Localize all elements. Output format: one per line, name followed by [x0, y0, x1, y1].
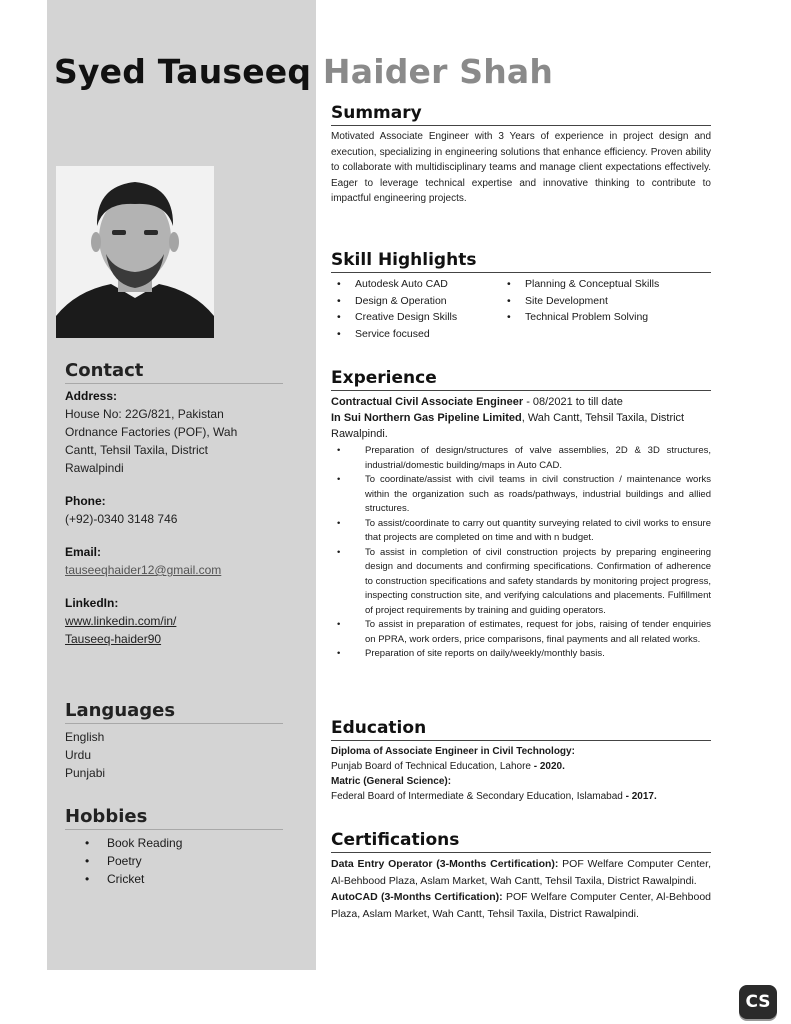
skill-item: • Creative Design Skills — [331, 309, 501, 326]
education-detail — [331, 759, 711, 774]
profile-photo — [56, 166, 214, 338]
language-item: Urdu — [65, 748, 92, 762]
experience-company: In Sui Northern Gas Pipeline Limited — [331, 412, 522, 424]
duty-text: • Preparation of design/structures of valve assemblies, 2D & 3D structures, industrial/domestic building/maps in Auto CAD. — [365, 445, 711, 471]
list-item — [331, 517, 711, 546]
skills-column — [501, 276, 659, 342]
linkedin-link[interactable]: www.linkedin.com/in/ — [65, 614, 177, 628]
certification-item — [331, 856, 711, 889]
skills-column — [331, 276, 501, 342]
duty-text: • Preparation of site reports on daily/weekly/monthly basis. — [365, 648, 605, 659]
skills-heading: Skill Highlights — [331, 250, 711, 273]
summary-heading: Summary — [331, 103, 711, 126]
hobby-item: Poetry — [107, 854, 142, 868]
address-line: Rawalpindi — [65, 461, 124, 475]
contact-heading: Contact — [65, 360, 283, 384]
institution: Punjab Board of Technical Education, Lahore — [331, 761, 531, 772]
email-label: Email: — [65, 545, 102, 559]
education-title — [331, 774, 711, 789]
skill-item: • Design & Operation — [331, 293, 501, 310]
duty-text: • To assist/coordinate to carry out quantity surveying related to civil works to ensure that projects are completed on time and with n budget. — [365, 517, 711, 543]
person-name — [54, 52, 553, 91]
list-item — [331, 647, 711, 662]
experience-section — [331, 368, 711, 662]
certifications-heading: Certifications — [331, 830, 711, 853]
certifications-section — [331, 830, 711, 922]
profile-photo-portrait — [56, 166, 214, 338]
experience-duties — [331, 444, 711, 662]
list-item — [331, 444, 711, 473]
summary-section — [331, 103, 711, 207]
list-item — [65, 834, 283, 852]
summary-text: Motivated Associate Engineer with 3 Years of experience in project design and execution, specializing in engineering solutions that enhance efficiency. Proven ability to collaborate with multidisciplinary teams and manage client expectations effectively. Eager to leverage technical expertise and innovative thinking to contribute to impactful engineering projects. — [331, 131, 711, 204]
list-item — [65, 852, 283, 870]
certification-title: AutoCAD (3-Months Certification): — [331, 891, 503, 903]
address-line: Ordnance Factories (POF), Wah — [65, 425, 238, 439]
hobby-item: Cricket — [107, 872, 145, 886]
skill-item: • Service focused — [331, 326, 501, 343]
experience-dates: - 08/2021 to till date — [523, 396, 623, 408]
education-heading: Education — [331, 718, 711, 741]
education-detail — [331, 789, 711, 804]
language-item: English — [65, 730, 105, 744]
phone-value: (+92)-0340 3148 746 — [65, 512, 178, 526]
experience-company-line — [331, 410, 711, 442]
linkedin-link[interactable]: Tauseeq-haider90 — [65, 632, 162, 646]
year: - 2017. — [622, 791, 657, 802]
hobbies-section — [65, 806, 283, 888]
skill-item: • Planning & Conceptual Skills — [501, 276, 659, 293]
skill-item: • Site Development — [501, 293, 659, 310]
hobby-item: Book Reading — [107, 836, 183, 850]
experience-role-line — [331, 394, 711, 410]
name-last: Haider Shah — [322, 52, 554, 91]
experience-role: Contractual Civil Associate Engineer — [331, 396, 524, 408]
education-section — [331, 718, 711, 804]
address-label: Address: — [65, 389, 118, 403]
email-link[interactable]: tauseeqhaider12@gmail.com — [65, 563, 222, 577]
skills-section — [331, 250, 711, 342]
duty-text: • To assist in completion of civil construction projects by preparing engineering design and documents and confirming specifications. Confirmation of adherence to construction specifications and safety standards by monitoring project progress, inspecting construction site, and verifying calculations and placements. Fulfillment of project requirements by training and guiding operators. — [365, 546, 711, 616]
list-item — [331, 618, 711, 647]
education-title — [331, 744, 711, 759]
experience-location: , Wah Cantt, Tehsil Taxila, District Rawalpindi. — [331, 412, 685, 440]
camscanner-logo: CS — [739, 985, 777, 1019]
skill-item: • Autodesk Auto CAD — [331, 276, 501, 293]
institution: Federal Board of Intermediate & Secondary Education, Islamabad — [331, 791, 623, 802]
certification-detail: POF Welfare Computer Center, Al-Behbood Plaza, Aslam Market, Wah Cantt, Tehsil Taxila, District Rawalpindi. — [331, 891, 711, 920]
duty-text: • To coordinate/assist with civil teams in civil construction / maintenance works within the organization such as roads/pathways, industrial buildings and allied structures. — [365, 474, 711, 514]
languages-heading: Languages — [65, 700, 283, 724]
list-item — [65, 870, 283, 888]
certification-item — [331, 889, 711, 922]
contact-section — [65, 360, 283, 648]
degree-title: Matric (General Science): — [331, 776, 452, 787]
hobbies-heading: Hobbies — [65, 806, 283, 830]
linkedin-label: LinkedIn: — [65, 596, 119, 610]
hobbies-list — [65, 834, 283, 888]
address-line: Cantt, Tehsil Taxila, District — [65, 443, 208, 457]
skill-item: • Technical Problem Solving — [501, 309, 659, 326]
address-line: House No: 22G/821, Pakistan — [65, 407, 224, 421]
phone-label: Phone: — [65, 494, 106, 508]
name-first: Syed Tauseeq — [54, 52, 323, 91]
experience-heading: Experience — [331, 368, 711, 391]
degree-title: Diploma of Associate Engineer in Civil Technology: — [331, 746, 575, 757]
certification-detail: POF Welfare Computer Center, Al-Behbood Plaza, Aslam Market, Wah Cantt, Tehsil Taxila, District Rawalpindi. — [331, 858, 711, 887]
skills-list — [331, 276, 711, 342]
language-item: Punjabi — [65, 766, 106, 780]
certification-title: Data Entry Operator (3-Months Certification): — [331, 858, 559, 870]
languages-section — [65, 700, 283, 782]
duty-text: • To assist in preparation of estimates, request for jobs, raising of tender enquiries on PPRA, work orders, price comparisons, final payments and all related works. — [365, 619, 711, 645]
list-item — [331, 546, 711, 619]
year: - 2020. — [530, 761, 565, 772]
list-item — [331, 473, 711, 517]
